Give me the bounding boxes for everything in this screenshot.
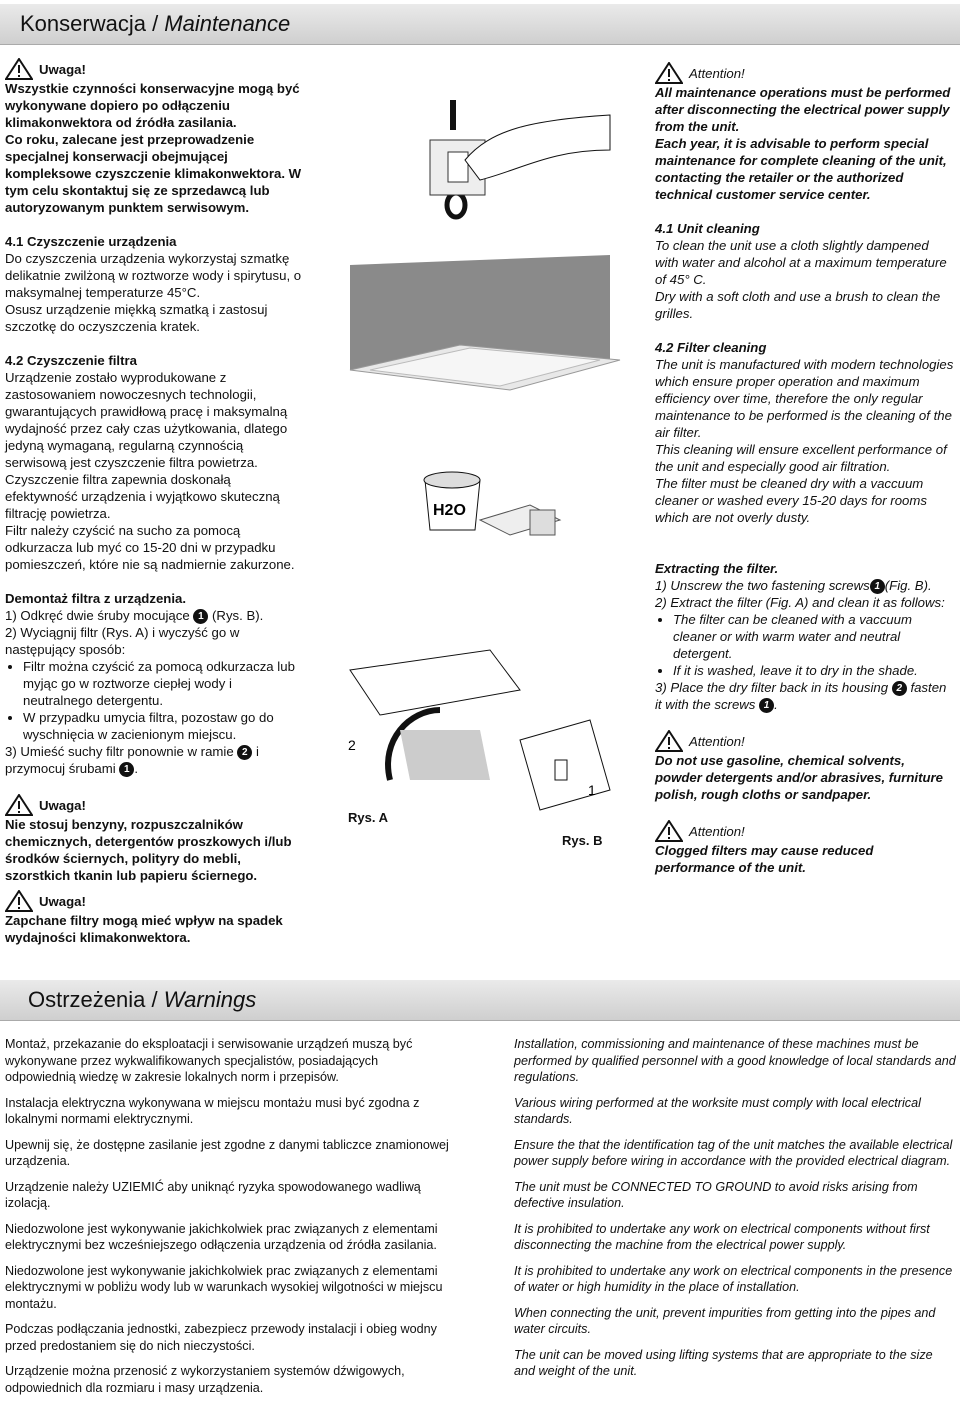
warning-triangle-icon (5, 890, 33, 912)
step-2: 2) Extract the filter (Fig. A) and clean it as follows: (655, 595, 945, 611)
warning-heading: Attention! (655, 62, 955, 84)
figure-b-label: Rys. B (562, 833, 603, 848)
section-title-en: Maintenance (164, 11, 291, 36)
warning-heading (5, 58, 305, 80)
number-badge-1: 1 (870, 579, 885, 594)
section-4-2-text-3: Filtr należy czyścić na sucho za pomocą odkurzacza lub myć co 15-20 dni w przypadku pomieszczeń, które nie są nadmiernie zakurzone. (5, 523, 295, 572)
bullet-item: • W przypadku umycia filtra, pozostaw go do wyschnięcia w zacienionym miejscu. (23, 709, 305, 743)
maintenance-illustrations (330, 90, 630, 870)
bullet-item: • If it is washed, leave it to dry in the shade. (673, 662, 955, 679)
section-4-1-text-2: Dry with a soft cloth and use a brush to clean the grilles. (655, 289, 941, 321)
section-header-maintenance (0, 4, 960, 45)
figure-a-label: Rys. A (348, 810, 388, 825)
bullet-item: • Filtr można czyścić za pomocą odkurzacza lub myjąc go w roztworze ciepłej wody i neutralnego detergentu. (23, 658, 305, 709)
warning-paragraph: Various wiring performed at the worksite must comply with local electrical standards. (514, 1095, 921, 1126)
warning-text: Wszystkie czynności konserwacyjne mogą być wykonywane dopiero po odłączeniu klimakonwektora od źródła zasilania. (5, 81, 300, 130)
warning-paragraph: Podczas podłączania jednostki, zabezpiecz przewody instalacji i obieg wodny przed predostaniem się do nich nieczystości. (5, 1322, 437, 1353)
callout-1: 1 (588, 782, 596, 798)
warning-paragraph: Ensure the that the identification tag of the unit matches the available electrical power supply before wiring in accordance with the provided electrical diagram. (514, 1137, 953, 1168)
cleaning-supplies-illustration (424, 472, 560, 535)
power-switch-illustration (430, 100, 610, 217)
section-4-2-text-3: The filter must be cleaned dry with a vaccuum cleaner or washed every 15-20 days for rooms which are not overly dusty. (655, 476, 927, 525)
section-title-pl: Ostrzeżenia / (28, 987, 164, 1012)
number-badge-2: 2 (892, 681, 907, 696)
section-4-2-text-2: Czyszczenie filtra zapewnia doskonałą efektywność urządzenia i wyjątkowo skuteczną filtrację powietrza. (5, 472, 280, 521)
warning-paragraph: Instalacja elektryczna wykonywana w miejscu montażu musi być zgodna z lokalnymi normami elektrycznymi. (5, 1095, 420, 1126)
section-title-pl: Konserwacja / (20, 11, 165, 36)
warning-heading: Attention! (655, 820, 955, 842)
warning-paragraph: It is prohibited to undertake any work on electrical components without first disconnecting the machine from the electrical power supply. (514, 1221, 930, 1252)
warning-paragraph: When connecting the unit, prevent impurities from getting into the pipes and water circuits. (514, 1305, 936, 1336)
section-4-2-title: 4.2 Filter cleaning (655, 340, 767, 355)
section-4-2-text-2: This cleaning will ensure excellent performance of the unit and especially good air filtration. (655, 442, 947, 474)
number-badge-2: 2 (237, 745, 252, 760)
warning-paragraph: Niedozwolone jest wykonywanie jakichkolwiek prac związanych z elementami elektrycznymi bez wcześniejszego odłączenia urządzenia od źródła zasilania. (5, 1221, 438, 1252)
cassette-unit-illustration (350, 255, 620, 390)
extracting-title: Extracting the filter. (655, 561, 779, 576)
warning-triangle-icon (5, 58, 33, 80)
section-header-warnings (0, 980, 960, 1021)
warning-paragraph: The unit can be moved using lifting systems that are appropriate to the size and weight of the unit. (514, 1347, 933, 1378)
maintenance-en-column (655, 62, 955, 876)
warning-triangle-icon (655, 730, 683, 752)
h2o-label: H2O (433, 502, 466, 519)
warning-text: Zapchane filtry mogą mieć wpływ na spadek wydajności klimakonwektora. (5, 913, 283, 946)
warning-paragraph: Niedozwolone jest wykonywanie jakichkolwiek prac związanych z elementami elektrycznymi w pobliżu wody lub w warunkach wysokiej wilgotności w miejscu montażu. (5, 1263, 443, 1311)
warning-paragraph: It is prohibited to undertake any work on electrical components in the presence of water or high humidity in the place of installation. (514, 1263, 953, 1294)
warnings-en-column (514, 1036, 957, 1380)
warning-paragraph: Montaż, przekazanie do eksploatacji i serwisowanie urządzeń muszą być wykonywane przez wykwalifikowanych specjalistów, posiadających odpowiednią wiedzę w zakresie lokalnych norm i przepisów. (5, 1037, 413, 1084)
step-1: 1) Unscrew the two fastening screws 1 (Fig. B). (655, 578, 932, 593)
warning-paragraph: Urządzenie można przenosić z wykorzystaniem systemów dźwigowych, odpowiednich dla rozmiaru i masy urządzenia. (5, 1364, 405, 1395)
warning-heading: Uwaga! (5, 794, 305, 816)
section-4-1-text-2: Osusz urządzenie miękką szmatką i zastosuj szczotkę do oczyszczenia kratek. (5, 302, 268, 334)
screws-detail-illustration (520, 720, 610, 810)
warning-text: Clogged filters may cause reduced performance of the unit. (655, 843, 874, 876)
step-3: 3) Umieść suchy filtr ponownie w ramie 2 i przymocuj śrubami 1 . (5, 744, 259, 777)
step-3: 3) Place the dry filter back in its housing 2 fasten it with the screws 1 . (655, 680, 947, 713)
filter-removal-illustration (348, 650, 520, 780)
number-badge-1: 1 (759, 698, 774, 713)
warning-text: All maintenance operations must be performed after disconnecting the electrical power supply from the unit. (655, 85, 951, 134)
warning-text: Nie stosuj benzyny, rozpuszczalników chemicznych, detergentów proszkowych i/lub środków ściernych, polityry do mebli, szorstkich tkanin lub papieru ściernego. (5, 817, 292, 884)
step-1: 1) Odkręć dwie śruby mocujące 1 (Rys. B). (5, 608, 264, 623)
section-4-2-title: 4.2 Czyszczenie filtra (5, 353, 137, 368)
warning-heading: Attention! (655, 730, 955, 752)
section-4-1-title: 4.1 Czyszczenie urządzenia (5, 234, 177, 249)
removal-title: Demontaż filtra z urządzenia. (5, 591, 186, 606)
section-title-en: Warnings (163, 987, 257, 1012)
number-badge-1: 1 (119, 762, 134, 777)
section-4-1-title: 4.1 Unit cleaning (655, 221, 760, 236)
warning-text-2: Each year, it is advisable to perform special maintenance for complete cleaning of the unit, contacting the retailer or the authorized technical customer service center. (655, 136, 947, 202)
warning-triangle-icon (5, 794, 33, 816)
number-badge-1: 1 (193, 609, 208, 624)
warning-triangle-icon (655, 820, 683, 842)
step-2: 2) Wyciągnij filtr (Rys. A) i wyczyść go w następujący sposób: (5, 625, 240, 658)
section-4-2-text: Urządzenie zostało wyprodukowane z zastosowaniem nowoczesnych technologii, gwarantujących prawidłową pracę i maksymalną wydajność przez cały czas użytkowania, dlatego jedyną wymaganą, regularną czynnością serwisową jest czyszczenie filtra powietrza. (5, 370, 288, 470)
callout-2: 2 (348, 737, 356, 753)
warning-paragraph: The unit must be CONNECTED TO GROUND to avoid risks arising from defective insulation. (514, 1179, 918, 1210)
warning-text: Do not use gasoline, chemical solvents, powder detergents and/or abrasives, furniture polish, rough cloths or sandpaper. (655, 753, 943, 803)
warning-triangle-icon (655, 62, 683, 84)
bullet-item: • The filter can be cleaned with a vaccuum cleaner or with warm water and neutral detergent. (673, 611, 955, 662)
warnings-pl-column (5, 1036, 450, 1396)
maintenance-pl-column (5, 58, 305, 946)
section-4-1-text: To clean the unit use a cloth slightly dampened with water and alcohol at a maximum temperature of 45° C. (655, 238, 947, 287)
section-4-2-text: The unit is manufactured with modern technologies which ensure proper operation and maximum efficiency over time, therefore the only regular maintenance to be performed is the cleaning of the air filter. (655, 357, 954, 440)
warning-heading: Uwaga! (5, 890, 305, 912)
warning-paragraph: Installation, commissioning and maintenance of these machines must be performed by qualified personnel with a good knowledge of local standards and regulations. (514, 1037, 956, 1084)
warning-title: Uwaga! (39, 61, 86, 77)
warning-text-2: Co roku, zalecane jest przeprowadzenie specjalnej konserwacji obejmującej kompleksowe czyszczenie klimakonwektora. W tym celu skontaktuj się ze sprzedawcą lub autoryzowanym punktem serwisowym. (5, 132, 302, 215)
warning-paragraph: Urządzenie należy UZIEMIĆ aby uniknąć ryzyka spowodowanego wadliwą izolacją. (5, 1179, 421, 1210)
section-4-1-text: Do czyszczenia urządzenia wykorzystaj szmatkę delikatnie zwilżoną w roztworze wody i spirytusu, o maksymalnej temperaturze 45°C. (5, 251, 302, 300)
warning-paragraph: Upewnij się, że dostępne zasilanie jest zgodne z danymi tabliczce znamionowej urządzenia. (5, 1137, 449, 1168)
